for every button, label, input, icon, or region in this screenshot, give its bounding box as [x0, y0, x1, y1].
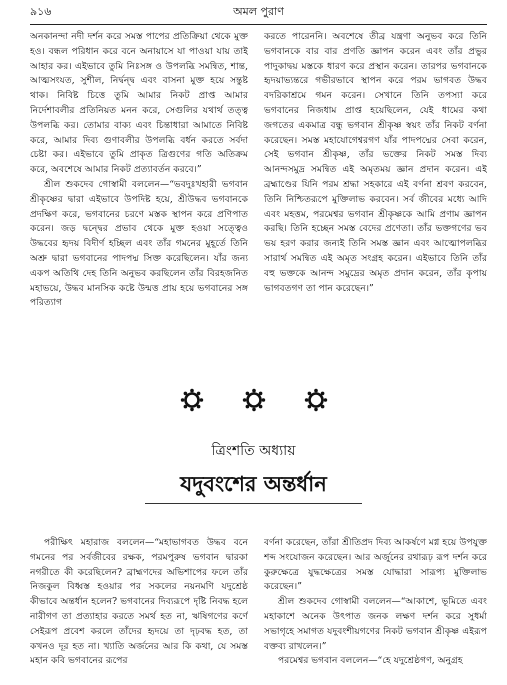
book-title: অমল পুরাণ: [233, 5, 284, 18]
paragraph: শ্রীল শুকদেব গোস্বামী বললেন—“আকাশে, ভূমিতে এবং মহাকাশে অনেক উৎপাত জনক লক্ষণ দর্শন করে সুধর্মা সভাগৃহে সমাগত যদুবংশীয়গণের নিকট ভগবান শ্রীকৃষ্ণ এইরূপ বক্তব্য রাখলেন।”: [264, 596, 487, 652]
flower-ornament-icon: [304, 388, 328, 412]
paragraph: পরীক্ষিৎ মহারাজ বললেন—“মহাভাগবত উদ্ধব বনে গমনের পর সর্বজীবের রক্ষক, পরমপুরুষ ভগবান দ্বারকা নগরীতে কী করেছিলেন? ব্রাহ্মণদের অভিশাপের ফলে তাঁর নিজকুল বিধ্বস্ত হওয়ার পর সকলের নয়নমণি যদুশ্রেষ্ঠ কীভাবে অন্তর্ধান হলেন? ভগবানের দিব্যরূপে দৃষ্টি নিবদ্ধ হলে নারীগণ তা প্রত্যাহার করতে সমর্থ হত না, ঋষিগণের কর্ণে সেইরূপ প্রবেশ করলে তাঁদের হৃদয়ে তা দৃঢ়বদ্ধ হত, তা কখনও দূর হত না। খ্যাতি অর্জনের আর কি কথা, যে সমস্ত মহান কবি ভগবানের রূপের: [30, 537, 248, 667]
paragraph: পরমেশ্বর ভগবান বললেন—“হে যদুশ্রেষ্ঠগণ, অনুগ্রহ: [278, 655, 463, 667]
top-left-column: [30, 30, 248, 380]
header-divider: [30, 24, 487, 25]
paragraph: করতে পারেননি। অবশেষে তীব্র যন্ত্রণা অনুভব করে তিনি ভগবানকে বার বার প্রণতি জ্ঞাপন করেন এবং তাঁর প্রভুর পাদুকাদ্বয় মস্তকে ধারণ করে প্রস্থান করেন। তারপর ভগবানকে হৃদয়াভ্যন্তরে গভীরভাবে স্থাপন করে পরম ভাগবত উদ্ধব বদরিকাশ্রমে গমন করেন। সেখানে তিনি তপস্যা করে ভগবানের নিজধাম প্রাপ্ত হয়েছিলেন, যেই ধামের কথা জগতের একমাত্র বন্ধু ভগবান শ্রীকৃষ্ণ স্বয়ং তাঁর নিকট বর্ণনা করেছেন। সমস্ত মহাযোগেশ্বরগণ যাঁর পাদপদ্মের সেবা করেন, সেই ভগবান শ্রীকৃষ্ণ, তাঁর ভক্তের নিকট সমস্ত দিব্য আনন্দসমুদ্র সমন্বিত এই অমৃতময় জ্ঞান প্রদান করেন। এই ব্রহ্মাণ্ডের যিনি পরম শ্রদ্ধা সহকারে এই বর্ণনা শ্রবণ করবেন, তিনি নিশ্চিতরূপে মুক্তিলাভ করবেন। সর্ব জীবের মধ্যে আদি এবং মহত্তম, পরমেশ্বর ভগবান শ্রীকৃষ্ণকে আমি প্রণাম জ্ঞাপন করছি। তিনি হচ্ছেন সমস্ত বেদের প্রণেতা। তাঁর ভক্তগণের ভব ভয় হরণ করার জন্যই তিনি সমস্ত জ্ঞান এবং আত্মোপলব্ধির সারার্থ সমন্বিত এই অমৃত সংগ্রহ করেন। এইভাবে তিনি তাঁর বহু ভক্তকে আনন্দ সমুদ্রের অমৃত প্রদান করেন, তাঁর কৃপায় ভাগবতগণ তা পান করেছেন।”: [264, 31, 487, 294]
chapter-title-underline: [145, 503, 362, 504]
flower-ornament-icon: [180, 388, 204, 412]
flower-ornament-icon: [242, 388, 266, 412]
bottom-right-column: [264, 536, 487, 681]
top-right-column: [264, 30, 487, 380]
page-header: [30, 4, 487, 20]
paragraph: অনকানন্দা নদী দর্শন করে সমস্ত পাপের প্রতিক্রিয়া থেকে মুক্ত হও। বন্ধল পরিধান করে বনে অনায়াসে যা পাওয়া যায় তাই আহার কর। এইভাবে তুমি নিঃসঙ্গ ও উপলব্ধি সমন্বিত, শান্ত, আত্মসংযত, সুশীল, নির্দ্বন্দ্ব এবং বাসনা মুক্ত হয়ে সন্তুষ্ট থাক। নিবিষ্ট চিত্তে তুমি আমার নিকট প্রাপ্ত আমার নির্দেশাবলীর প্রতিনিয়ত মনন করে, সেগুলির যথার্থ তত্ত্ব উপলব্ধি কর। তোমার বাক্য এবং চিন্তাধারা আমাতে নিবিষ্ট করে, আমার দিব্য গুণাবলীর উপলব্ধি বর্ধন করতে সর্বদা চেষ্টা কর। এইভাবে তুমি প্রাকৃত ত্রিগুণের গতি অতিক্রম করে, অবশেষে আমার নিকট প্রত্যাবর্তন করবে।”: [30, 31, 248, 176]
page-number: ৯১৬: [30, 5, 52, 18]
chapter-title: যদুবংশের অন্তর্ধান: [180, 472, 327, 496]
chapter-number: ত্রিংশতি অধ্যায়: [211, 443, 296, 459]
paragraph: শ্রীল শুকদেব গোস্বামী বললেন—“ভবদুঃখহারী ভগবান শ্রীকৃষ্ণের দ্বারা এইভাবে উপদিষ্ট হয়ে, শ্রীউদ্ধব ভগবানকে প্রদক্ষিণ করে, ভগবানের চরণে মস্তক স্থাপন করে প্রণিপাত করেন। জড় দ্বন্দ্বের প্রভাব থেকে মুক্ত হওয়া সত্ত্বেও উদ্ধবের হৃদয় বিদীর্ণ হচ্ছিল এবং তাঁর গমনের মুহূর্তে তিনি অশ্রু দ্বারা ভগবানের পাদপদ্ম সিক্ত করেছিলেন। যাঁর জন্য একপ অতিথি দেহ তিনি অনুভব করছিলেন তাঁর বিরহজনিত মহাভয়ে, উদ্ধব মানসিক কষ্টে উন্মত্ত প্রায় হয়ে ভগবানের সঙ্গ পরিত্যাগ: [30, 178, 248, 309]
paragraph: বর্ণনা করেছেন, তাঁরা শ্রীতিপ্রদ দিব্য আকর্ষণে মগ্ন হয়ে উপযুক্ত শব্দ সংযোজন করেছেন। আর অর্জুনের রথারূঢ় রূপ দর্শন করে কুরুক্ষেত্রে যুদ্ধক্ষেত্রের সমস্ত যোদ্ধারা সারূপ্য মুক্তিলাভ করেছেন।”: [264, 537, 487, 593]
bottom-left-column: [30, 536, 248, 681]
section-divider: [0, 387, 507, 413]
